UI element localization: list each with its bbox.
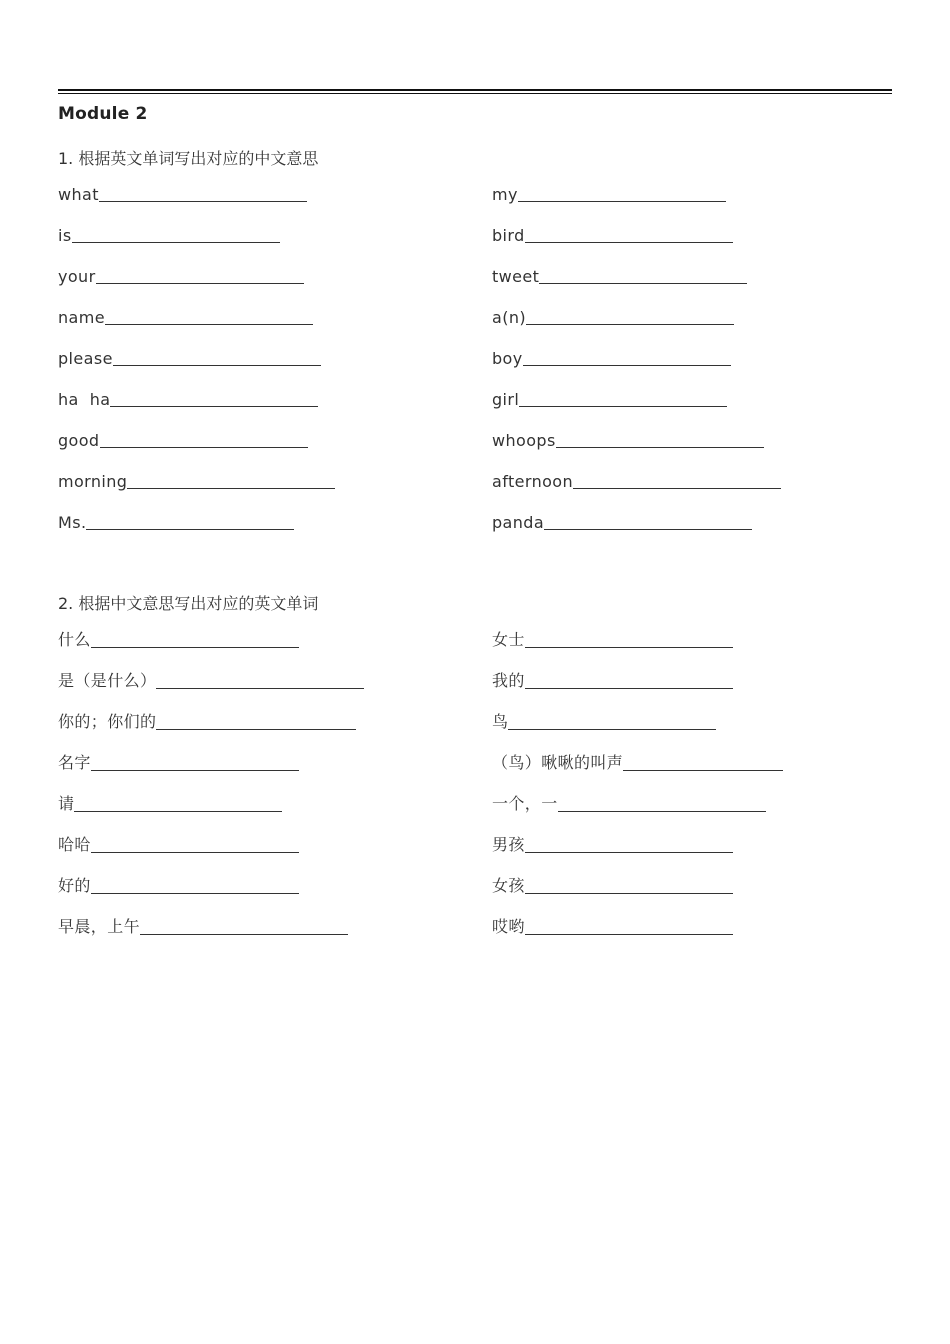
s1-left-item [58, 305, 313, 327]
answer-blank[interactable] [96, 283, 304, 284]
answer-blank[interactable] [539, 283, 747, 284]
answer-blank[interactable] [623, 770, 783, 771]
meaning-label: 早晨，上午 [58, 917, 141, 936]
answer-blank[interactable] [72, 242, 280, 243]
answer-blank[interactable] [99, 201, 307, 202]
s1-left-item [58, 223, 280, 245]
meaning-label: 哈哈 [58, 835, 91, 854]
s2-left-item [58, 833, 299, 855]
s2-left-item [58, 792, 282, 814]
word-label: whoops [492, 431, 556, 450]
meaning-label: 我的 [492, 671, 525, 690]
answer-blank[interactable] [525, 647, 733, 648]
s1-right-item [492, 469, 781, 491]
answer-blank[interactable] [110, 406, 318, 407]
s1-right-item [492, 305, 734, 327]
answer-blank[interactable] [544, 529, 752, 530]
answer-blank[interactable] [525, 852, 733, 853]
s1-right-item [492, 428, 764, 450]
answer-blank[interactable] [558, 811, 766, 812]
answer-blank[interactable] [127, 488, 335, 489]
word-label: tweet [492, 267, 540, 286]
word-label: panda [492, 513, 545, 532]
s1-left-item [58, 428, 308, 450]
s1-left-item [58, 469, 335, 491]
meaning-label: 什么 [58, 630, 91, 649]
answer-blank[interactable] [518, 201, 726, 202]
s2-right-item [492, 874, 733, 896]
word-label: bird [492, 226, 525, 245]
answer-blank[interactable] [526, 324, 734, 325]
s2-right-item [492, 669, 733, 691]
meaning-label: 男孩 [492, 835, 525, 854]
meaning-label: 是（是什么） [58, 671, 157, 690]
meaning-label: 哎哟 [492, 917, 525, 936]
answer-blank[interactable] [156, 729, 356, 730]
answer-blank[interactable] [91, 647, 299, 648]
word-label: your [58, 267, 96, 286]
header-double-rule [58, 89, 892, 94]
answer-blank[interactable] [100, 447, 308, 448]
answer-blank[interactable] [91, 770, 299, 771]
s2-right-item [492, 710, 716, 732]
s2-right-item [492, 915, 733, 937]
word-label: my [492, 185, 518, 204]
meaning-label: 请 [58, 794, 75, 813]
s2-right-item [492, 833, 733, 855]
s1-left-item [58, 182, 307, 204]
word-label: what [58, 185, 99, 204]
s1-left-item [58, 387, 318, 409]
answer-blank[interactable] [156, 688, 364, 689]
meaning-label: 好的 [58, 876, 91, 895]
s2-right-item [492, 792, 766, 814]
answer-blank[interactable] [86, 529, 294, 530]
meaning-label: 一个，一 [492, 794, 558, 813]
answer-blank[interactable] [519, 406, 727, 407]
answer-blank[interactable] [523, 365, 731, 366]
s1-left-item [58, 346, 321, 368]
module-title: Module 2 [58, 104, 148, 124]
meaning-label: 名字 [58, 753, 91, 772]
answer-blank[interactable] [91, 893, 299, 894]
word-label: please [58, 349, 113, 368]
s2-left-item [58, 628, 299, 650]
answer-blank[interactable] [113, 365, 321, 366]
s1-right-item [492, 264, 747, 286]
s1-left-item [58, 510, 294, 532]
s1-right-item [492, 223, 733, 245]
word-label: ha ha [58, 390, 111, 409]
word-label: name [58, 308, 105, 327]
word-label: boy [492, 349, 523, 368]
word-label: morning [58, 472, 128, 491]
answer-blank[interactable] [525, 688, 733, 689]
word-label: good [58, 431, 100, 450]
answer-blank[interactable] [525, 242, 733, 243]
answer-blank[interactable] [74, 811, 282, 812]
word-label: Ms. [58, 513, 87, 532]
s2-left-item [58, 710, 356, 732]
word-label: a(n) [492, 308, 527, 327]
answer-blank[interactable] [525, 934, 733, 935]
answer-blank[interactable] [91, 852, 299, 853]
meaning-label: 鸟 [492, 712, 509, 731]
s2-left-item [58, 874, 299, 896]
section1-heading: 1. 根据英文单词写出对应的中文意思 [58, 149, 319, 168]
meaning-label: 女孩 [492, 876, 525, 895]
s2-right-item [492, 751, 783, 773]
answer-blank[interactable] [105, 324, 313, 325]
s2-left-item [58, 669, 364, 691]
section2-heading: 2. 根据中文意思写出对应的英文单词 [58, 594, 319, 613]
meaning-label: 女士 [492, 630, 525, 649]
word-label: is [58, 226, 72, 245]
meaning-label: 你的；你们的 [58, 712, 157, 731]
s2-left-item [58, 915, 348, 937]
s2-left-item [58, 751, 299, 773]
s2-right-item [492, 628, 733, 650]
s1-left-item [58, 264, 304, 286]
meaning-label: （鸟）啾啾的叫声 [492, 753, 624, 772]
s1-right-item [492, 182, 726, 204]
word-label: girl [492, 390, 520, 409]
s1-right-item [492, 346, 731, 368]
answer-blank[interactable] [508, 729, 716, 730]
answer-blank[interactable] [573, 488, 781, 489]
answer-blank[interactable] [140, 934, 348, 935]
s1-right-item [492, 510, 752, 532]
answer-blank[interactable] [525, 893, 733, 894]
word-label: afternoon [492, 472, 574, 491]
s1-right-item [492, 387, 727, 409]
answer-blank[interactable] [556, 447, 764, 448]
